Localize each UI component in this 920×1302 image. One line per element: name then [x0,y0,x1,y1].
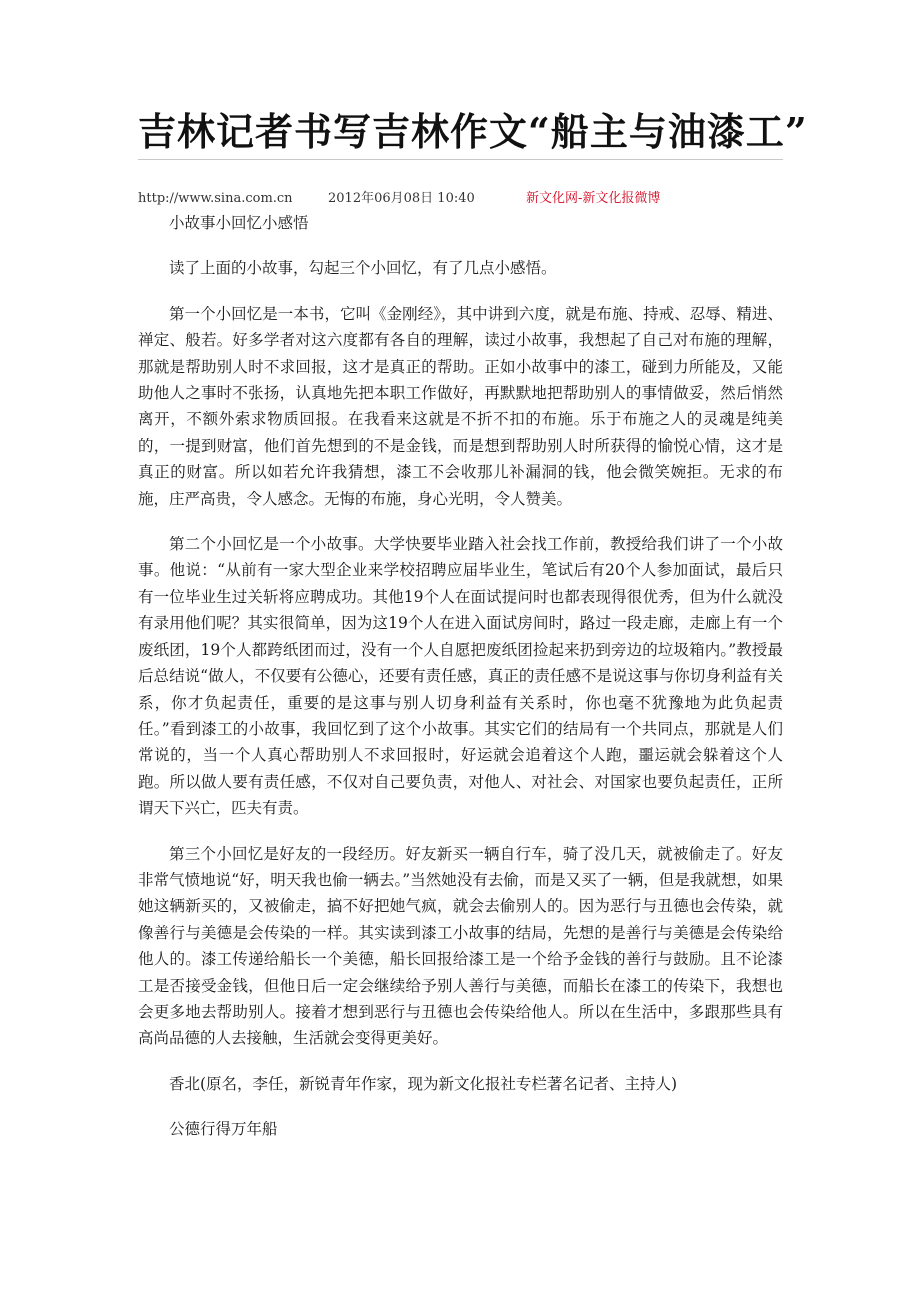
paragraph-subtitle: 小故事小回忆小感悟 [169,214,309,232]
paragraph-author-note: 香北(原名，李任，新锐青年作家，现为新文化报社专栏著名记者、主持人) [169,1074,678,1093]
publish-date: 2012年06月08日 10:40 [328,191,475,206]
paragraph-next-heading: 公德行得万年船 [169,1120,278,1139]
source-link[interactable]: 新文化网-新文化报 [526,191,635,206]
weibo-link[interactable]: 微博 [634,191,661,206]
paragraph-intro: 读了上面的小故事，勾起三个小回忆，有了几点小感悟。 [169,259,557,278]
title-divider [138,159,783,160]
source-url[interactable]: http://www.sina.com.cn [138,191,293,206]
article-meta [138,190,783,208]
paragraph-third-memory: 第三个小回忆是好友的一段经历。好友新买一辆自行车，骑了没几天，就被偷走了。好友非常气愤地说“好，明天我也偷一辆去。”当然她没有去偷，而是又买了一辆，但是我就想，如果她这辆新买的，又被偷走，搞不好把她气疯，就会去偷别人的。因为恶行与丑德也会传染，就像善行与美德是会传染的一样。其实读到漆工小故事的结局，先想的是善行与美德是会传染给他人的。漆工传递给船长一个美德，船长回报给漆工是一个给予金钱的善行与鼓励。且不论漆工是否接受金钱，但他日后一定会继续给予别人善行与美德，而船长在漆工的传染下，我想也会更多地去帮助别人。接着才想到恶行与丑德也会传染给他人。所以在生活中，多跟那些具有高尚品德的人去接触，生活就会变得更美好。 [138,844,783,1048]
article-body [138,210,783,1162]
article-title: 吉林记者书写吉林作文“船主与油漆工” [138,109,808,154]
paragraph-first-memory: 第一个小回忆是一本书，它叫《金刚经》，其中讲到六度，就是布施、持戒、忍辱、精进、禅定、般若。好多学者对这六度都有各自的理解，读过小故事，我想起了自己对布施的理解，那就是帮助别人时不求回报，这才是真正的帮助。正如小故事中的漆工，碰到力所能及，又能助他人之事时不张扬，认真地先把本职工作做好，再默默地把帮助别人的事情做妥，然后悄然离开，不额外索求物质回报。在我看来这就是不折不扣的布施。乐于布施之人的灵魂是纯美的，一提到财富，他们首先想到的不是金钱，而是想到帮助别人时所获得的愉悦心情，这才是真正的财富。所以如若允许我猜想，漆工不会收那儿补漏洞的钱，他会微笑婉拒。无求的布施，庄严高贵，令人感念。无悔的布施，身心光明，令人赞美。 [138,304,783,508]
paragraph-second-memory: 第二个小回忆是一个小故事。大学快要毕业踏入社会找工作前，教授给我们讲了一个小故事。他说：“从前有一家大型企业来学校招聘应届毕业生，笔试后有20个人参加面试，最后只有一位毕业生过关斩将应聘成功。其他19个人在面试提问时也都表现得很优秀，但为什么就没有录用他们呢？其实很简单，因为这19个人在进入面试房间时，路过一段走廊，走廊上有一个废纸团，19个人都跨纸团而过，没有一个人自愿把废纸团捡起来扔到旁边的垃圾箱内。”教授最后总结说“做人，不仅要有公德心，还要有责任感，真正的责任感不是说这事与你切身利益有关系，你才负起责任，重要的是这事与别人切身利益有关系时，你也毫不犹豫地为此负起责任。”看到漆工的小故事，我回忆到了这个小故事。其实它们的结局有一个共同点，那就是人们常说的，当一个人真心帮助别人不求回报时，好运就会追着这个人跑，噩运就会躲着这个人跑。所以做人要有责任感，不仅对自己要负责，对他人、对社会、对国家也要负起责任，正所谓天下兴亡，匹夫有责。 [138,535,783,818]
